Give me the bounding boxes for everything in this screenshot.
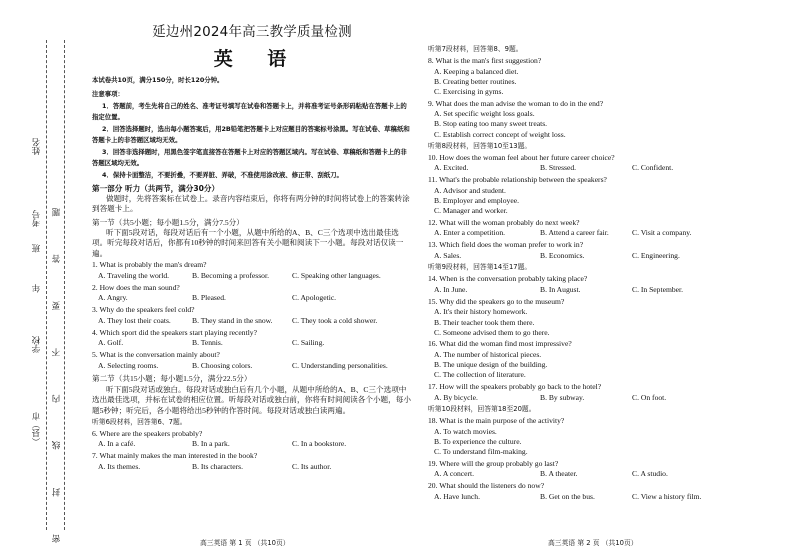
option-c[interactable]: C. Establish correct concept of weight loss. <box>434 129 566 139</box>
note-item: 4．保持卡面整洁，不要折叠，不要弄脏、弄破，不准使用涂改液、修正带、刮纸刀。 <box>102 171 343 179</box>
option-a[interactable]: A. Have lunch. <box>434 491 480 501</box>
question-20: 20. What should the listeners do now? A. Have lunch. B. Get on the bus. C. View a history film. <box>428 481 702 501</box>
question-18: 18. What is the main purpose of the activity? A. To watch movies. B. To experience the culture. C. To understand film-making. <box>428 416 786 457</box>
option-b[interactable]: B. To experience the culture. <box>434 436 522 446</box>
option-a[interactable]: A. Enter a competition. <box>434 228 506 238</box>
option-b[interactable]: B. By subway. <box>540 392 585 402</box>
option-c[interactable]: C. On foot. <box>632 392 667 402</box>
note-item: 3．回答非选择题时，用黑色签字笔直接答在答题卡上对应的答题区域内。写在试卷、草稿纸和答题卡上的非答题区域均无效。 <box>92 148 407 167</box>
part1-desc: 做题时，先将答案标在试卷上。录音内容结束后，你将有两分钟的时间将试卷上的答案转涂到答题卡上。 <box>92 194 410 214</box>
option-b[interactable]: B. Economics. <box>540 250 585 260</box>
section1-desc: 听下面5段对话，每段对话后有一个小题，从题中所给的A、B、C三个选项中选出最佳选项。听完每段对话后，你都有10秒钟的时间来回答有关小题和阅读下一小题。每段对话仅读一遍。 <box>92 228 404 258</box>
grade-label: 年 <box>31 284 41 293</box>
section2-title: 第二节（共15小题；每小题1.5分，满分22.5分） <box>92 374 252 384</box>
exam-intro: 本试卷共10页，满分150分，时长120分钟。 <box>92 76 224 84</box>
listening-instruction: 听第9段材料，回答第14至17题。 <box>428 263 532 272</box>
question-1: 1. What is probably the man's dream? A. Traveling the world. B. Becoming a professor. C. Speaking other languages. <box>92 260 381 280</box>
option-a[interactable]: A. Sales. <box>434 250 462 260</box>
option-a[interactable]: A. Advisor and student. <box>434 185 506 195</box>
option-b[interactable]: B. The unique design of the building. <box>434 360 548 370</box>
seal-warning: 密 封 线 内 不 要 答 题 <box>51 190 61 543</box>
question-8: 8. What is the man's first suggestion? A. Keeping a balanced diet. B. Creating better routines. C. Exercising in gyms. <box>428 56 786 97</box>
listening-instruction: 听第6段材料，回答第6、7题。 <box>92 417 187 426</box>
option-b[interactable]: B. Stop eating too many sweet treats. <box>434 119 548 129</box>
option-c[interactable]: C. Speaking other languages. <box>292 270 381 280</box>
option-a[interactable]: A. A concert. <box>434 469 475 479</box>
option-b[interactable]: B. Their teacher took them there. <box>434 317 535 327</box>
listening-instruction: 听第7段材料，回答第8、9题。 <box>428 45 523 53</box>
exam-no-label: 考号 <box>31 210 41 227</box>
option-a[interactable]: A. Its themes. <box>98 461 141 471</box>
county-label: （县）市 <box>31 412 41 446</box>
option-a[interactable]: A. Angry. <box>98 293 128 303</box>
question-7: 7. What mainly makes the man interested in the book? A. Its themes. B. Its characters. C. Its author. <box>92 451 332 471</box>
option-c[interactable]: C. Engineering. <box>632 250 680 260</box>
question-14: 14. When is the conversation probably taking place? A. In June. B. In August. C. In September. <box>428 274 684 294</box>
option-c[interactable]: C. In a bookstore. <box>292 439 347 449</box>
option-a[interactable]: A. In a café. <box>98 439 136 449</box>
option-a[interactable]: A. They lost their coats. <box>98 315 171 325</box>
page-one <box>92 0 412 472</box>
option-c[interactable]: C. Its author. <box>292 461 332 471</box>
section1-title: 第一节（共5小题；每小题1.5分，满分7.5分） <box>92 217 244 227</box>
option-a[interactable]: A. Golf. <box>98 338 124 348</box>
listening-instruction: 听第10段材料，回答第18至20题。 <box>428 405 536 414</box>
option-a[interactable]: A. By bicycle. <box>434 392 478 402</box>
notes-heading: 注意事项： <box>92 89 124 98</box>
question-6: 6. Where are the speakers probably? A. In a café. B. In a park. C. In a bookstore. <box>92 428 347 449</box>
option-a[interactable]: A. The number of historical pieces. <box>434 349 542 359</box>
question-5: 5. What is the conversation mainly about? A. Selecting rooms. B. Choosing colors. C. Understanding personalities. <box>92 350 388 370</box>
section2-desc: 听下面5段对话或独白。每段对话或独白后有几个小题，从题中所给的A、B、C三个选项中选出最佳选项，并标在试卷的相应位置。听每段对话或独白前，你将有时间阅读各个小题，每小题5秒钟；听完后，各小题将给出5秒钟的作答时间。每段对话或独白读两遍。 <box>92 384 411 415</box>
option-c[interactable]: C. Understanding personalities. <box>292 360 388 370</box>
name-label: 姓名 <box>31 138 41 155</box>
option-b[interactable]: B. A theater. <box>540 469 578 479</box>
option-c[interactable]: C. They took a cold shower. <box>292 315 378 325</box>
option-b[interactable]: B. In August. <box>540 284 581 294</box>
option-a[interactable]: A. Excited. <box>434 163 469 173</box>
listening-instruction: 听第8段材料，回答第10至13题。 <box>428 141 532 150</box>
subject-title: 英 语 <box>213 48 301 70</box>
option-b[interactable]: B. Attend a career fair. <box>540 228 609 238</box>
option-a[interactable]: A. In June. <box>434 284 468 294</box>
option-b[interactable]: B. Its characters. <box>192 461 244 471</box>
question-10: 10. How does the woman feel about her future career choice? A. Excited. B. Stressed. C. Confident. <box>428 152 674 173</box>
option-c[interactable]: C. A studio. <box>632 469 668 479</box>
note-item: 2．回答选择题时，选出每小题答案后，用2B铅笔把答题卡上对应题目的答案标号涂黑。写在试卷、草稿纸和答题卡上的非答题区域均无效。 <box>92 125 410 144</box>
option-c[interactable]: C. Confident. <box>632 163 674 173</box>
option-b[interactable]: B. Stressed. <box>540 163 577 173</box>
option-c[interactable]: C. In September. <box>632 284 684 294</box>
option-a[interactable]: A. Traveling the world. <box>98 270 170 280</box>
question-15: 15. Why did the speakers go to the museum? A. It's their history homework. B. Their teacher took them there. C. Someone advised them to go there. <box>428 297 786 338</box>
outer-fold-line <box>46 40 47 530</box>
question-19: 19. Where will the group probably go last? A. A concert. B. A theater. C. A studio. <box>428 458 668 479</box>
inner-fold-line <box>64 40 65 530</box>
question-13: 13. Which field does the woman prefer to work in? A. Sales. B. Economics. C. Engineering. <box>428 240 680 260</box>
question-17: 17. How will the speakers probably go back to the hotel? A. By bicycle. B. By subway. C. On foot. <box>428 382 667 402</box>
option-a[interactable]: A. Keeping a balanced diet. <box>434 66 519 76</box>
option-c[interactable]: C. Visit a company. <box>632 228 692 238</box>
option-b[interactable]: B. They stand in the snow. <box>192 315 273 325</box>
option-a[interactable]: A. To watch movies. <box>434 426 497 436</box>
option-c[interactable]: C. View a history film. <box>632 491 702 501</box>
option-c[interactable]: C. Someone advised them to go there. <box>434 327 550 337</box>
part1-title: 第一部分 听力（共两节，满分30分） <box>92 183 220 193</box>
note-item: 1．答题前，考生先将自己的姓名、准考证号填写在试卷和答题卡上，并将准考证号条形码粘贴在答题卡上的指定位置。 <box>92 102 407 121</box>
option-b[interactable]: B. Becoming a professor. <box>192 270 269 280</box>
page1-footer: 高三英语 第 1 页 （共10页） <box>200 539 290 547</box>
option-b[interactable]: B. Tennis. <box>192 338 223 348</box>
question-3: 3. Why do the speakers feel cold? A. They lost their coats. B. They stand in the snow. C. They took a cold shower. <box>92 305 378 325</box>
question-16: 16. What did the woman find most impressive? A. The number of historical pieces. B. The unique design of the building. C. The collection of literature. <box>428 339 786 380</box>
class-label: 班 <box>31 244 41 253</box>
question-9: 9. What does the man advise the woman to do in the end? A. Set specific weight loss goals. B. Stop eating too many sweet treats. C. Establish correct concept of weight loss. <box>428 99 786 140</box>
school-label: 学校 <box>31 336 41 353</box>
option-c[interactable]: C. Manager and worker. <box>434 206 508 216</box>
question-2: 2. How does the man sound? A. Angry. B. Pleased. C. Apologetic. <box>92 282 337 303</box>
question-4: 4. Which sport did the speakers start playing recently? A. Golf. B. Tennis. C. Sailing. <box>92 327 325 348</box>
option-b[interactable]: B. Creating better routines. <box>434 76 517 86</box>
option-b[interactable]: B. In a park. <box>192 439 230 449</box>
page2-footer: 高三英语 第 2 页 （共10页） <box>548 539 638 547</box>
option-a[interactable]: A. Set specific weight loss goals. <box>434 109 535 119</box>
option-b[interactable]: B. Choosing colors. <box>192 360 253 370</box>
option-c[interactable]: C. The collection of literature. <box>434 370 526 380</box>
question-12: 12. What will the woman probably do next week? A. Enter a competition. B. Attend a career fair. C. Visit a company. <box>428 217 692 238</box>
exam-notes <box>92 75 412 181</box>
option-c[interactable]: C. Exercising in gyms. <box>434 86 504 96</box>
page-two <box>428 2 786 502</box>
option-c[interactable]: C. To understand film-making. <box>434 446 528 456</box>
binding-margin <box>0 0 82 550</box>
question-11: 11. What's the probable relationship between the speakers? A. Advisor and student. B. Employer and employee. C. Manager and worker. <box>428 175 786 216</box>
option-b[interactable]: B. Pleased. <box>192 293 226 303</box>
option-c[interactable]: C. Apologetic. <box>292 293 337 303</box>
option-b[interactable]: B. Employer and employee. <box>434 195 519 205</box>
option-a[interactable]: A. Selecting rooms. <box>98 360 159 370</box>
option-a[interactable]: A. It's their history homework. <box>434 307 528 317</box>
option-c[interactable]: C. Sailing. <box>292 338 325 348</box>
exam-title: 延边州2024年高三教学质量检测 <box>152 24 352 40</box>
option-b[interactable]: B. Get on the bus. <box>540 491 595 501</box>
